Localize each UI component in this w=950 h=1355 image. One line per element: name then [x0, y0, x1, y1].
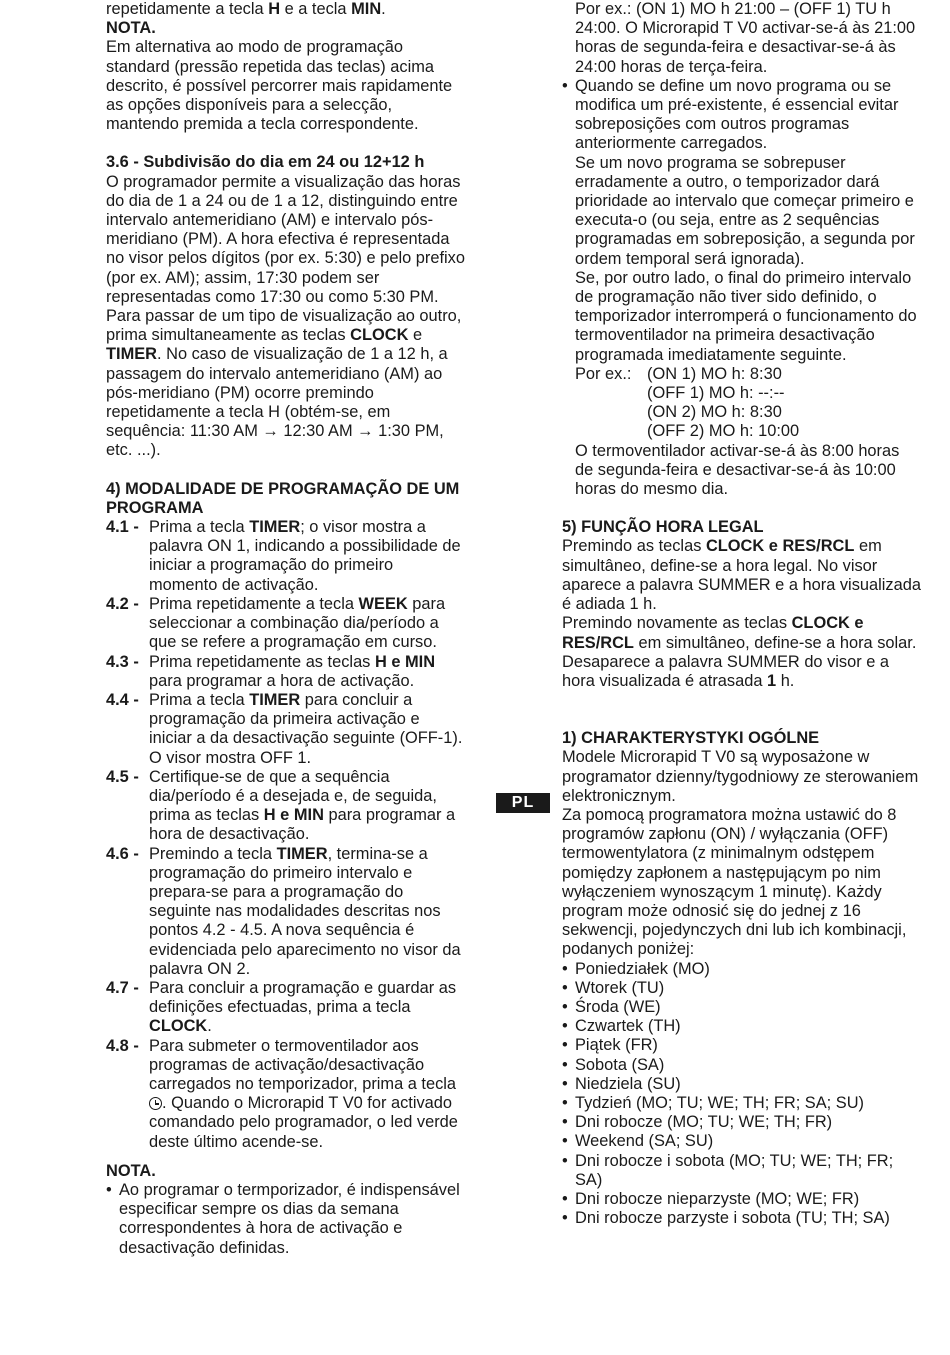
day-sequence-list: [562, 960, 922, 1229]
list-item: • Sobota (SA): [562, 1055, 665, 1074]
list-item: • Piątek (FR): [562, 1036, 658, 1055]
bullet-icon: •: [562, 1151, 568, 1170]
bullet-icon: •: [562, 1113, 568, 1132]
bullet-icon: •: [106, 1180, 112, 1199]
continuation-line: repetidamente a tecla H e a tecla MIN.: [106, 0, 386, 18]
section-4-title: 4) MODALIDADE DE PROGRAMAÇÃO DE UM PROGRAMA: [106, 479, 460, 517]
section-3-6-title: 3.6 - Subdivisão do dia em 24 ou 12+12 h: [106, 153, 425, 172]
section-5-paragraph-2: Premindo novamente as teclas CLOCK e RES/RCL em simultâneo, define-se a hora solar. Desaparece a palavra SUMMER do visor e a hora visualizada é atrasada 1 h.: [562, 614, 917, 690]
bullet-icon: •: [562, 76, 568, 95]
list-item: • Dni robocze (MO; TU; WE; TH; FR): [562, 1113, 833, 1132]
note-text: Em alternativa ao modo de programação standard (pressão repetida das teclas) acima descrito, é possível percorrer mais rapidamente as opções disponíveis para a selecção, mantendo premida a tecla correspondente.: [106, 38, 453, 134]
bullet-icon: •: [562, 997, 568, 1016]
left-column: [106, 0, 466, 1258]
bullet-icon: •: [562, 959, 568, 978]
list-item: • Dni robocze i sobota (MO; TU; WE; TH; FR; SA): [562, 1151, 894, 1189]
bullet-icon: •: [562, 1074, 568, 1093]
step-4-4: 4.4 - Prima a tecla TIMER para concluir a programação da primeira activação e iniciar a da desactivação seguinte (OFF-1). O visor mostra OFF 1.: [106, 690, 463, 767]
pl-section-1-title: 1) CHARAKTERYSTYKI OGÓLNE: [562, 729, 820, 748]
list-item: • Dni robocze parzyste i sobota (TU; TH; SA): [562, 1209, 890, 1228]
note-2-heading: NOTA.: [106, 1161, 156, 1180]
step-4-5: 4.5 - Certifique-se de que a sequência dia/período é a desejada e, de seguida, prima as teclas H e MIN para programar a hora de desactivação.: [106, 767, 456, 844]
bullet-icon: •: [562, 1017, 568, 1036]
section-5-title: 5) FUNÇÃO HORA LEGAL: [562, 518, 764, 537]
list-item: • Niedziela (SU): [562, 1074, 681, 1093]
step-4-2: 4.2 - Prima repetidamente a tecla WEEK para seleccionar a combinação dia/período a que se refere a programação em curso.: [106, 594, 446, 652]
pl-paragraph-2: Za pomocą programatora można ustawić do 8 programów zapłonu (ON) / wyłączania (OFF) termowentylatora (z minimalnym odstępem pomiędzy zapłonem a następującym po nim wyłączeniem wynoszącym 1 minutę). Każdy program może odnosić się do jednej z 16 sekwencji, pojedynczych dni lub ich kombinacji, podanych poniżej:: [562, 805, 907, 959]
list-item: • Środa (WE): [562, 997, 661, 1016]
section-5-paragraph-1: Premindo as teclas CLOCK e RES/RCL em simultâneo, define-se a hora legal. No visor aparece a palavra SUMMER e a hora visualizada é adiada 1 h.: [562, 537, 921, 614]
step-4-3: 4.3 - Prima repetidamente as teclas H e MIN para programar a hora de activação.: [106, 652, 436, 690]
bullet-icon: •: [562, 1093, 568, 1112]
bullet-icon: •: [562, 1209, 568, 1228]
list-item: • Czwartek (TH): [562, 1017, 681, 1036]
language-badge-pl: PL: [496, 793, 550, 813]
list-item: • Weekend (SA; SU): [562, 1132, 714, 1151]
example-1: Por ex.: (ON 1) MO h 21:00 – (OFF 1) TU h 24:00. O Microrapid T V0 activar-se-á às 21:00 horas de segunda-feira e desactivar-se-á às 24:00 horas de terça-feira.: [575, 0, 916, 76]
list-item: • Tydzień (MO; TU; WE; TH; FR; SA; SU): [562, 1093, 864, 1112]
bullet-icon: •: [562, 1189, 568, 1208]
bullet-icon: •: [562, 1132, 568, 1151]
step-4-6: 4.6 - Premindo a tecla TIMER, termina-se a programação do primeiro intervalo e prepara-se para a programação do seguinte nas modalidades descritas nos pontos 4.2 - 4.5. A nova sequência é evidenciada pelo aparecimento no visor da palavra ON 2.: [106, 844, 461, 978]
list-item: • Poniedziałek (MO): [562, 959, 710, 978]
section-3-6-paragraph-1: O programador permite a visualização das horas do dia de 1 a 24 ou de 1 a 12, distinguindo entre intervalo antemeridiano (AM) e intervalo pós-meridiano (PM). A hora efectiva é representada no visor pelos dígitos (por ex. 5:30) e pelo prefixo (por ex. AM); assim, 17:30 podem ser representadas como 17:30 ou como 5:30 PM.: [106, 172, 465, 306]
bullet-icon: •: [562, 1055, 568, 1074]
right-column: [562, 0, 922, 1228]
note-2-bullet: • Ao programar o termporizador, é indispensável especificar sempre os dias da semana correspondentes à hora de activação e desactivação definidas.: [106, 1180, 460, 1257]
clock-icon: [149, 1097, 162, 1110]
step-4-7: 4.7 - Para concluir a programação e guardar as definições efectuadas, prima a tecla CLOCK.: [106, 978, 457, 1036]
note-heading: NOTA.: [106, 19, 156, 38]
example-2: Por ex.: (ON 1) MO h: 8:30 (OFF 1) MO h: --:-- (ON 2) MO h: 8:30 (OFF 2) MO h: 10:00 O termoventilador activar-se-á às 8:00 horas de segunda-feira e desactivar-se-á às 10:00 horas do mesmo dia.: [575, 364, 900, 499]
list-item: • Wtorek (TU): [562, 978, 665, 997]
bullet-icon: •: [562, 1036, 568, 1055]
step-4-8: 4.8 - Para submeter o termoventilador aos programas de activação/desactivação carregados no temporizador, prima a tecla . Quando o Microrapid T V0 for activado comandado pelo programador, o led verde deste último acende-se.: [106, 1036, 458, 1151]
overlap-warning-bullet: • Quando se define um novo programa ou se modifica um pré-existente, é essencial evitar sobreposições com outros programas anteriormente carregados. Se um novo programa se sobrepuser erradamente a outro, o temporizador dará prioridade ao intervalo que começar primeiro e executa-o (ou seja, entre as 2 sequências programadas em sobreposição, a segunda por ordem temporal será ignorada). Se, por outro lado, o final do primeiro intervalo de programação não tiver sido definido, o temporizador interromperá o funcionamento do termoventilador na primeira desactivação programada imediatamente seguinte.: [562, 76, 917, 364]
bullet-icon: •: [562, 978, 568, 997]
section-3-6-paragraph-2: Para passar de um tipo de visualização ao outro, prima simultaneamente as teclas CLOCK e TIMER. No caso de visualização de 1 a 12 h, a passagem do intervalo antemeridiano (AM) ao pós-meridiano (PM) ocorre premindo repetidamente a tecla H (obtém-se, em sequência: 11:30 AM → 12:30 AM → 1:30 PM, etc. ...).: [106, 307, 462, 460]
step-4-1: 4.1 - Prima a tecla TIMER; o visor mostra a palavra ON 1, indicando a possibilidade de iniciar a programação do primeiro momento de activação.: [106, 518, 461, 594]
list-item: • Dni robocze nieparzyste (MO; WE; FR): [562, 1189, 860, 1208]
pl-paragraph-1: Modele Microrapid T V0 są wyposażone w programator dzienny/tygodniowy ze sterowaniem elektronicznym.: [562, 748, 919, 805]
